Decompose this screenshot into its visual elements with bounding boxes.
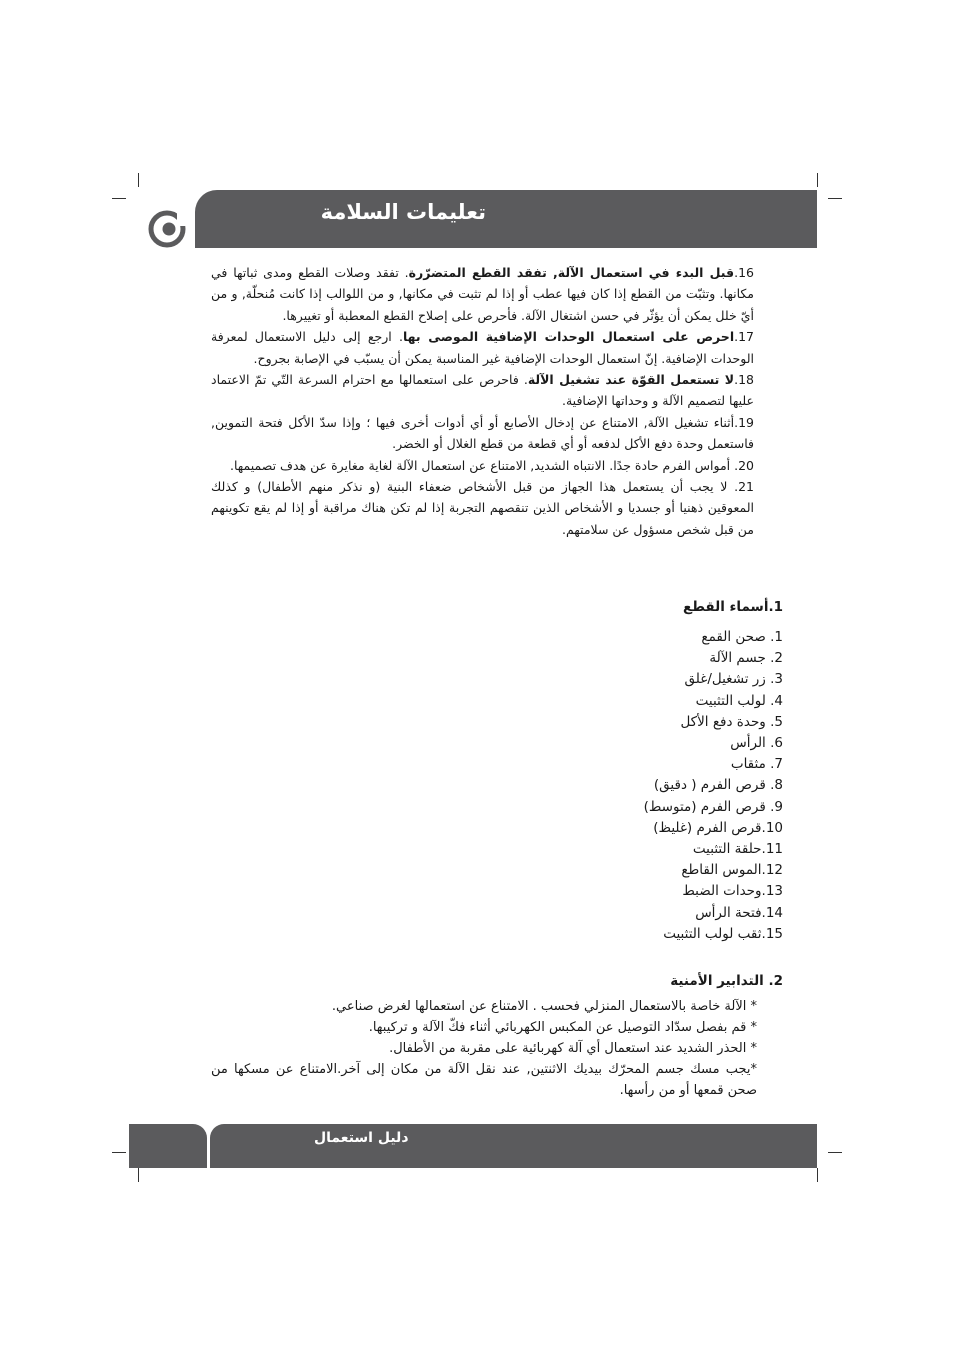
crop-mark xyxy=(817,1168,818,1182)
list-item: 10.قرص الفرم (غليظ) xyxy=(653,819,783,836)
list-item: 6. الرأس xyxy=(730,735,783,752)
list-item: 1. صحن القمع xyxy=(701,629,783,645)
item-text: . تفقد وصلات القطع ومدى ثباتها في مكانها. وتثبّت من القطع إذا كان فيها عطب أو إذا لم تثبت في مكانها, و من اللوالب إذا كانت مُنحلّة, و من أيّ خلل يمكن أن يؤثّر في حسن اشتغال الآلة. فأحرص على إصلاح القطع المعطبة أو تغييرها. xyxy=(211,265,754,323)
crop-mark xyxy=(112,1152,126,1153)
item-text: . ارجع إلى دليل الاستعمال لمعرفة الوحدات الإضافية. إنّ استعمال الوحدات الإضافية غير المناسبة يمكن أن يسبّب في الإصابة بجروح. xyxy=(211,329,754,366)
list-item: 8. قرص الفرم ( دقيق) xyxy=(653,777,783,794)
list-item: 3. زر تشغيل/غلق xyxy=(684,671,783,688)
page-title: تعليمات السلامة xyxy=(320,200,486,224)
list-item: 4. لولب التثبيت xyxy=(695,692,783,709)
footer-label: دليل استعمال xyxy=(314,1130,409,1146)
crop-mark xyxy=(112,198,126,199)
list-item: 2. جسم الآلة xyxy=(709,650,783,667)
item-number: 17. xyxy=(734,329,754,345)
list-item: * الآلة خاصة بالاستعمال المنزلي فحسب . الامتناع عن استعمالها لغرض صناعي. xyxy=(331,999,757,1014)
safety-item xyxy=(211,369,754,412)
item-number: 21. xyxy=(734,479,754,495)
measures-section-title: 2. التدابير الأمنية xyxy=(670,973,783,989)
crop-mark xyxy=(828,1152,842,1153)
footer-page-tab xyxy=(129,1124,207,1168)
list-item: 13.وحدات الضبط xyxy=(682,883,783,900)
crop-mark xyxy=(828,198,842,199)
list-item: * قم بفصل سدّاد التوصيل عن المكبس الكهربائي أثناء فكّ الآلة و تركيبها. xyxy=(368,1020,757,1035)
list-item: 9. قرص الفرم (متوسط) xyxy=(643,798,783,815)
header-bar xyxy=(195,190,817,248)
crop-mark xyxy=(138,1168,139,1182)
list-item: 5. وحدة دفع الأكل xyxy=(680,713,783,730)
crop-mark xyxy=(138,173,139,187)
list-item: 15.ثقب لولب التثبيت xyxy=(663,925,783,942)
item-number: 18. xyxy=(734,372,754,388)
brand-logo-icon xyxy=(148,210,186,248)
list-item: 12.الموس القاطع xyxy=(681,862,783,879)
item-number: 19. xyxy=(734,414,754,430)
item-text: لا يجب أن يستعمل هذا الجهاز من قبل الأشخاص ضعفاء البنية (و نذكر منهم الأطفال) و كذلك المعوقين ذهنيا أو جسديا و الأشخاص الذين تنقصهم التجربة إذا لم تكن هناك مراقبة أو إذا لم يقع تكوينهم من قبل شخص مسؤول عن سلامتهم. xyxy=(211,479,754,537)
list-item: 11.حلقة التثبيت xyxy=(692,841,783,858)
item-text: . فاحرص على استعمالها مع احترام السرعة التّي تمّ الاعتماد عليها لتصميم الآلة و وحداتها الإضافية. xyxy=(211,372,754,409)
list-item: 7. مثقاب xyxy=(730,756,783,773)
item-text: أمواس الفرم حادة جدًا. الانتباه الشديد, الامتناع عن استعمال الآلة لغاية مغايرة عن هدف تصميمها. xyxy=(230,457,731,473)
item-heading: قبل البدء في استعمال الآلة, تفقد القطع المتضرّرة xyxy=(408,265,735,280)
safety-instructions xyxy=(211,262,754,540)
safety-item xyxy=(211,412,754,455)
item-heading: لا تستعمل القوّة عند تشغيل الآلة xyxy=(527,372,735,388)
item-heading: احرص على استعمال الوحدات الإضافية الموصى بها xyxy=(402,329,735,345)
crop-mark xyxy=(817,173,818,187)
list-item: * الحذر الشديد عند استعمال أي آلة كهربائية على مقربة من الأطفال. xyxy=(389,1041,757,1056)
safety-item xyxy=(211,476,754,540)
list-item: 14.فتحة الرأس xyxy=(695,904,783,921)
measures-list xyxy=(211,996,757,1101)
safety-item xyxy=(211,455,754,476)
list-item: *يجب مسك جسم المحرّك بيديك الاثنتين, عند نقل الآلة من مكان إلى آخر.الامتناع عن مسكها من صحن قمعها أو من رأسها. xyxy=(211,1062,757,1098)
footer-bar xyxy=(210,1124,817,1168)
item-text: أثناء تشغيل الآلة, الامتناع عن إدخال الأصابع أو أي أدوات أخرى فيها ؛ وإذا سدّ الأكل فتحة التموين, فاستعمل وحدة دفع الأكل لدفعه أو أي قطعة من قطع الغلال أو الخضر. xyxy=(211,414,754,452)
safety-item xyxy=(211,262,754,326)
safety-item xyxy=(211,326,754,369)
parts-list xyxy=(644,627,783,945)
item-number: 20. xyxy=(734,457,754,473)
item-number: 16. xyxy=(734,265,754,280)
parts-section-title: 1.أسماء القطع xyxy=(683,599,783,615)
